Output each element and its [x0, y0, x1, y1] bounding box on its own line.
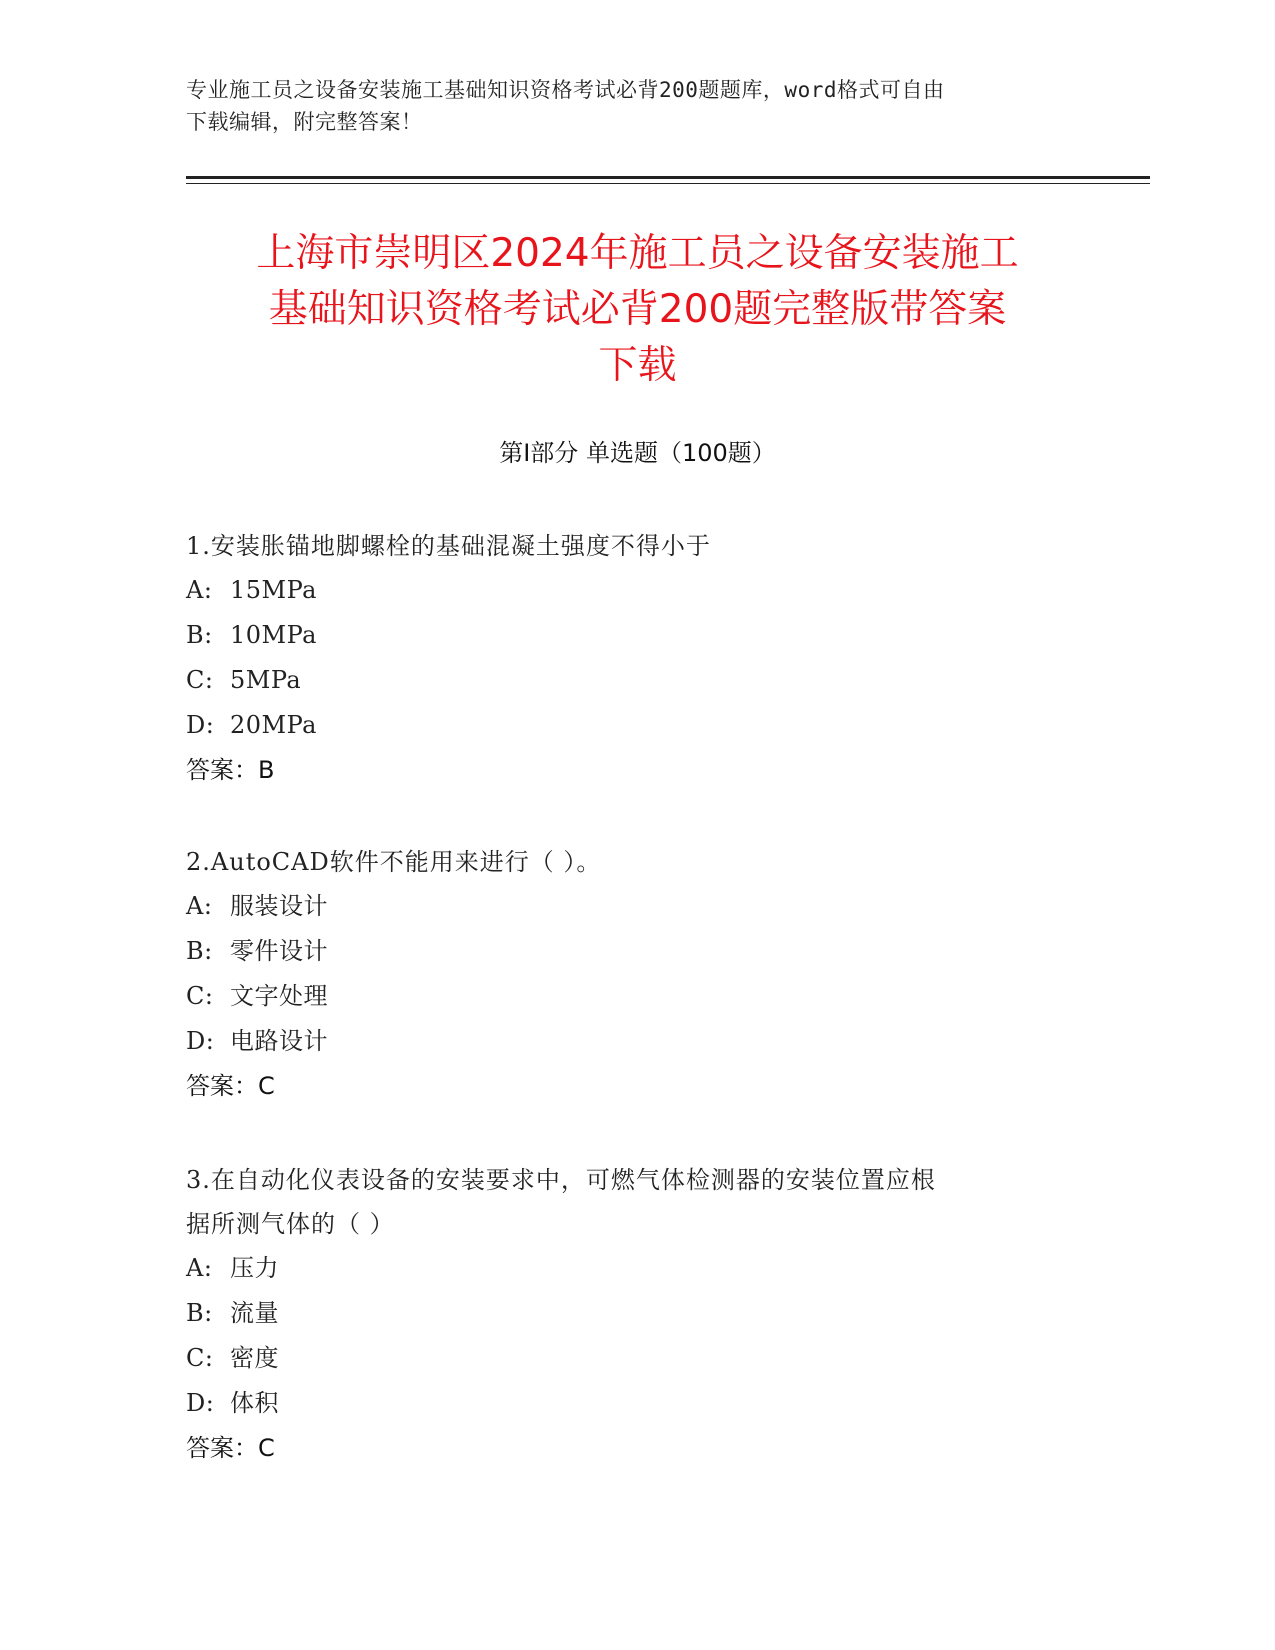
option-text: 5MPa [230, 666, 302, 694]
header-note-line-2: 下载编辑，附完整答案！ [186, 110, 423, 134]
option-key: A: [186, 1254, 213, 1282]
option-key: D: [186, 1027, 215, 1055]
header-divider-thick [186, 176, 1150, 179]
option-key: B: [186, 621, 213, 649]
option-b [186, 1291, 1086, 1336]
answer: 答案：C [186, 1434, 275, 1462]
option-d [186, 703, 1086, 748]
header-note [186, 74, 1066, 138]
option-c [186, 974, 1086, 1019]
question-2 [186, 840, 1086, 1109]
option-text: 20MPa [230, 711, 317, 739]
option-key: A: [186, 576, 213, 604]
answer: 答案：B [186, 756, 275, 784]
option-d [186, 1019, 1086, 1064]
option-text: 压力 [230, 1254, 279, 1282]
option-d [186, 1381, 1086, 1426]
option-text: 流量 [230, 1299, 279, 1327]
option-key: C: [186, 1344, 214, 1372]
option-text: 电路设计 [230, 1027, 328, 1055]
option-key: B: [186, 1299, 213, 1327]
option-text: 零件设计 [230, 937, 328, 965]
option-text: 体积 [230, 1389, 279, 1417]
option-a [186, 1246, 1086, 1291]
option-key: C: [186, 982, 214, 1010]
option-b [186, 613, 1086, 658]
document-title [150, 226, 1125, 394]
question-text [186, 1158, 1086, 1246]
question-text-line: 1.安装胀锚地脚螺栓的基础混凝土强度不得小于 [186, 532, 711, 560]
option-c [186, 1336, 1086, 1381]
header-note-line-1: 专业施工员之设备安装施工基础知识资格考试必背200题题库，word格式可自由 [186, 78, 945, 102]
option-c [186, 658, 1086, 703]
option-key: D: [186, 711, 215, 739]
header-divider-thin [186, 183, 1150, 184]
question-text-line: 3.在自动化仪表设备的安装要求中，可燃气体检测器的安装位置应根 [186, 1166, 936, 1194]
option-key: B: [186, 937, 213, 965]
answer: 答案：C [186, 1072, 275, 1100]
option-a [186, 568, 1086, 613]
option-a [186, 884, 1086, 929]
option-text: 文字处理 [230, 982, 328, 1010]
question-text-line: 2.AutoCAD软件不能用来进行（ ）。 [186, 848, 602, 876]
option-text: 10MPa [230, 621, 317, 649]
question-text [186, 840, 1086, 884]
option-key: A: [186, 892, 213, 920]
question-text [186, 524, 1086, 568]
option-key: C: [186, 666, 214, 694]
option-text: 15MPa [230, 576, 317, 604]
section-heading: 第Ⅰ部分 单选题（100题） [499, 439, 776, 467]
document-title-line-3: 下载 [598, 343, 677, 388]
question-1 [186, 524, 1086, 793]
question-3 [186, 1158, 1086, 1471]
document-title-line-1: 上海市崇明区2024年施工员之设备安装施工 [256, 231, 1019, 276]
option-text: 服装设计 [230, 892, 328, 920]
document-title-line-2: 基础知识资格考试必背200题完整版带答案 [268, 287, 1007, 332]
question-text-line: 据所测气体的（ ） [186, 1210, 395, 1238]
option-key: D: [186, 1389, 215, 1417]
option-text: 密度 [230, 1344, 279, 1372]
option-b [186, 929, 1086, 974]
